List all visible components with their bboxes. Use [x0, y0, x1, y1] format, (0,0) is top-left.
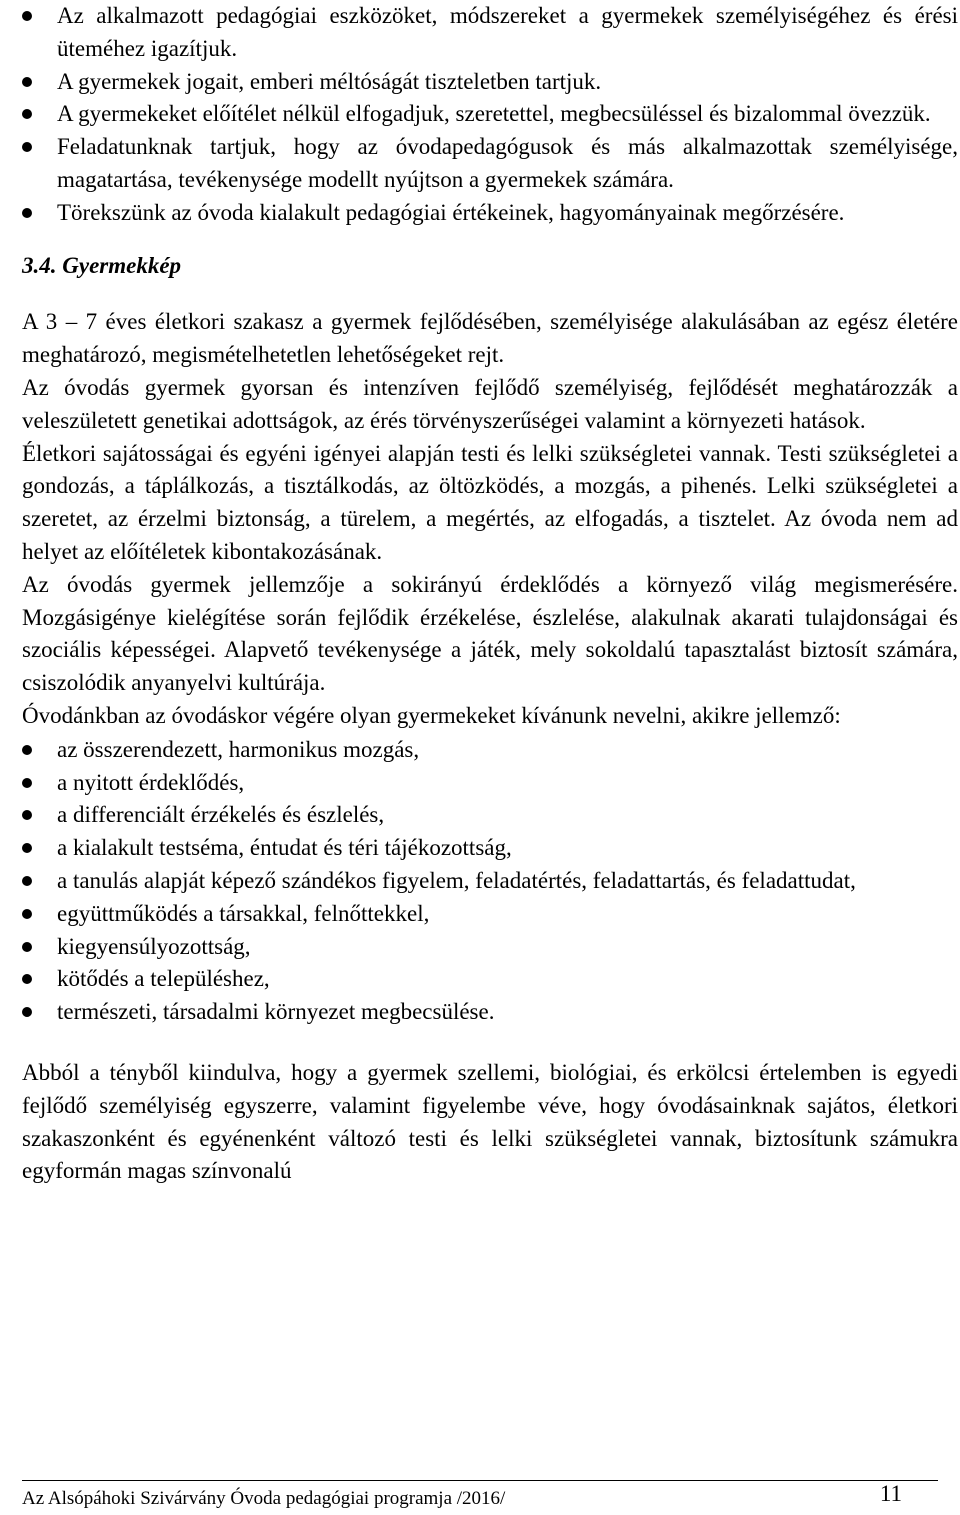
bullet-icon: [22, 142, 32, 152]
page-footer: [22, 1480, 938, 1509]
bullet-icon: [22, 109, 32, 119]
list-item: A gyermekek jogait, emberi méltóságát tiszteletben tartjuk.: [22, 66, 958, 99]
section-body: [22, 306, 958, 732]
list-item: az összerendezett, harmonikus mozgás,: [22, 734, 958, 767]
values-bullet-list: [22, 0, 958, 230]
bullet-icon: [22, 909, 32, 919]
section-heading: 3.4. Gyermekkép: [22, 252, 182, 278]
closing-paragraph: Abból a tényből kiindulva, hogy a gyermek szellemi, biológiai, és erkölcsi értelemben is egyedi fejlődő személyiség egyszerre, valamint figyelembe véve, hogy óvodásainknak sajátos, életkori szakaszonként és egyénenként változó testi és lelki szükségletei vannak, biztosítunk számukra egyformán magas színvonalú: [22, 1059, 958, 1184]
bullet-icon: [22, 843, 32, 853]
bullet-icon: [22, 208, 32, 218]
list-item: kötődés a településhez,: [22, 963, 958, 996]
list-item: Az alkalmazott pedagógiai eszközöket, módszereket a gyermekek személyiségéhez és érési üteméhez igazítjuk.: [22, 0, 958, 66]
list-item: Feladatunknak tartjuk, hogy az óvodapedagógusok és más alkalmazottak személyisége, magatartása, tevékenysége modellt nyújtson a gyermekek számára.: [22, 131, 958, 197]
bullet-icon: [22, 1007, 32, 1017]
list-item: a tanulás alapját képező szándékos figyelem, feladatértés, feladattartás, és feladattudat,: [22, 865, 958, 898]
list-item: a differenciált érzékelés és észlelés,: [22, 799, 958, 832]
paragraph: Az óvodás gyermek gyorsan és intenzíven fejlődő személyiség, fejlődését meghatározzák a veleszületett genetikai adottságok, az érés törvényszerűségei valamint a környezeti hatások.: [22, 374, 958, 433]
list-item: természeti, társadalmi környezet megbecsülése.: [22, 996, 958, 1029]
list-item: Törekszünk az óvoda kialakult pedagógiai értékeinek, hagyományainak megőrzésére.: [22, 197, 958, 230]
paragraph: A 3 – 7 éves életkori szakasz a gyermek fejlődésében, személyisége alakulásában az egész életére meghatározó, megismételhetetlen lehetőségeket rejt.: [22, 309, 958, 368]
bullet-icon: [22, 876, 32, 886]
document-page: [22, 0, 958, 1188]
page-number: 11: [879, 1481, 902, 1506]
bullet-icon: [22, 974, 32, 984]
bullet-icon: [22, 942, 32, 952]
traits-bullet-list: [22, 734, 958, 1029]
bullet-icon: [22, 11, 32, 21]
list-item: A gyermekeket előítélet nélkül elfogadjuk, szeretettel, megbecsüléssel és bizalommal övezzük.: [22, 98, 958, 131]
bullet-icon: [22, 778, 32, 788]
footer-title: Az Alsópáhoki Szivárvány Óvoda pedagógiai programja /2016/: [22, 1488, 506, 1509]
list-item: a kialakult testséma, éntudat és téri tájékozottság,: [22, 832, 958, 865]
paragraph: Életkori sajátosságai és egyéni igényei alapján testi és lelki szükségletei vannak. Testi szükségletei a gondozás, a táplálkozás, a tisztálkodás, az öltözködés, a mozgás, a pihenés. Lelki szükségletei a szeretet, az érzelmi biztonság, a türelem, a megértés, az elfogadás, a tisztelet. Az óvoda nem ad helyet az előítéletek kibontakozásának.: [22, 440, 958, 564]
paragraph: Óvodánkban az óvodáskor végére olyan gyermekeket kívánunk nevelni, akikre jellemző:: [22, 702, 841, 728]
bullet-icon: [22, 745, 32, 755]
list-item: kiegyensúlyozottság,: [22, 931, 958, 964]
bullet-icon: [22, 810, 32, 820]
bullet-icon: [22, 77, 32, 87]
list-item: együttműködés a társakkal, felnőttekkel,: [22, 898, 958, 931]
list-item: a nyitott érdeklődés,: [22, 767, 958, 800]
paragraph: Az óvodás gyermek jellemzője a sokirányú érdeklődés a környező világ megismerésére. Mozgásigénye kielégítése során fejlődik érzékelése, észlelése, alakulnak akarati tulajdonságai és szociális képességei. Alapvető tevékenysége a játék, mely sokoldalú tapasztalást biztosít számára, csiszolódik anyanyelvi kultúrája.: [22, 571, 958, 696]
